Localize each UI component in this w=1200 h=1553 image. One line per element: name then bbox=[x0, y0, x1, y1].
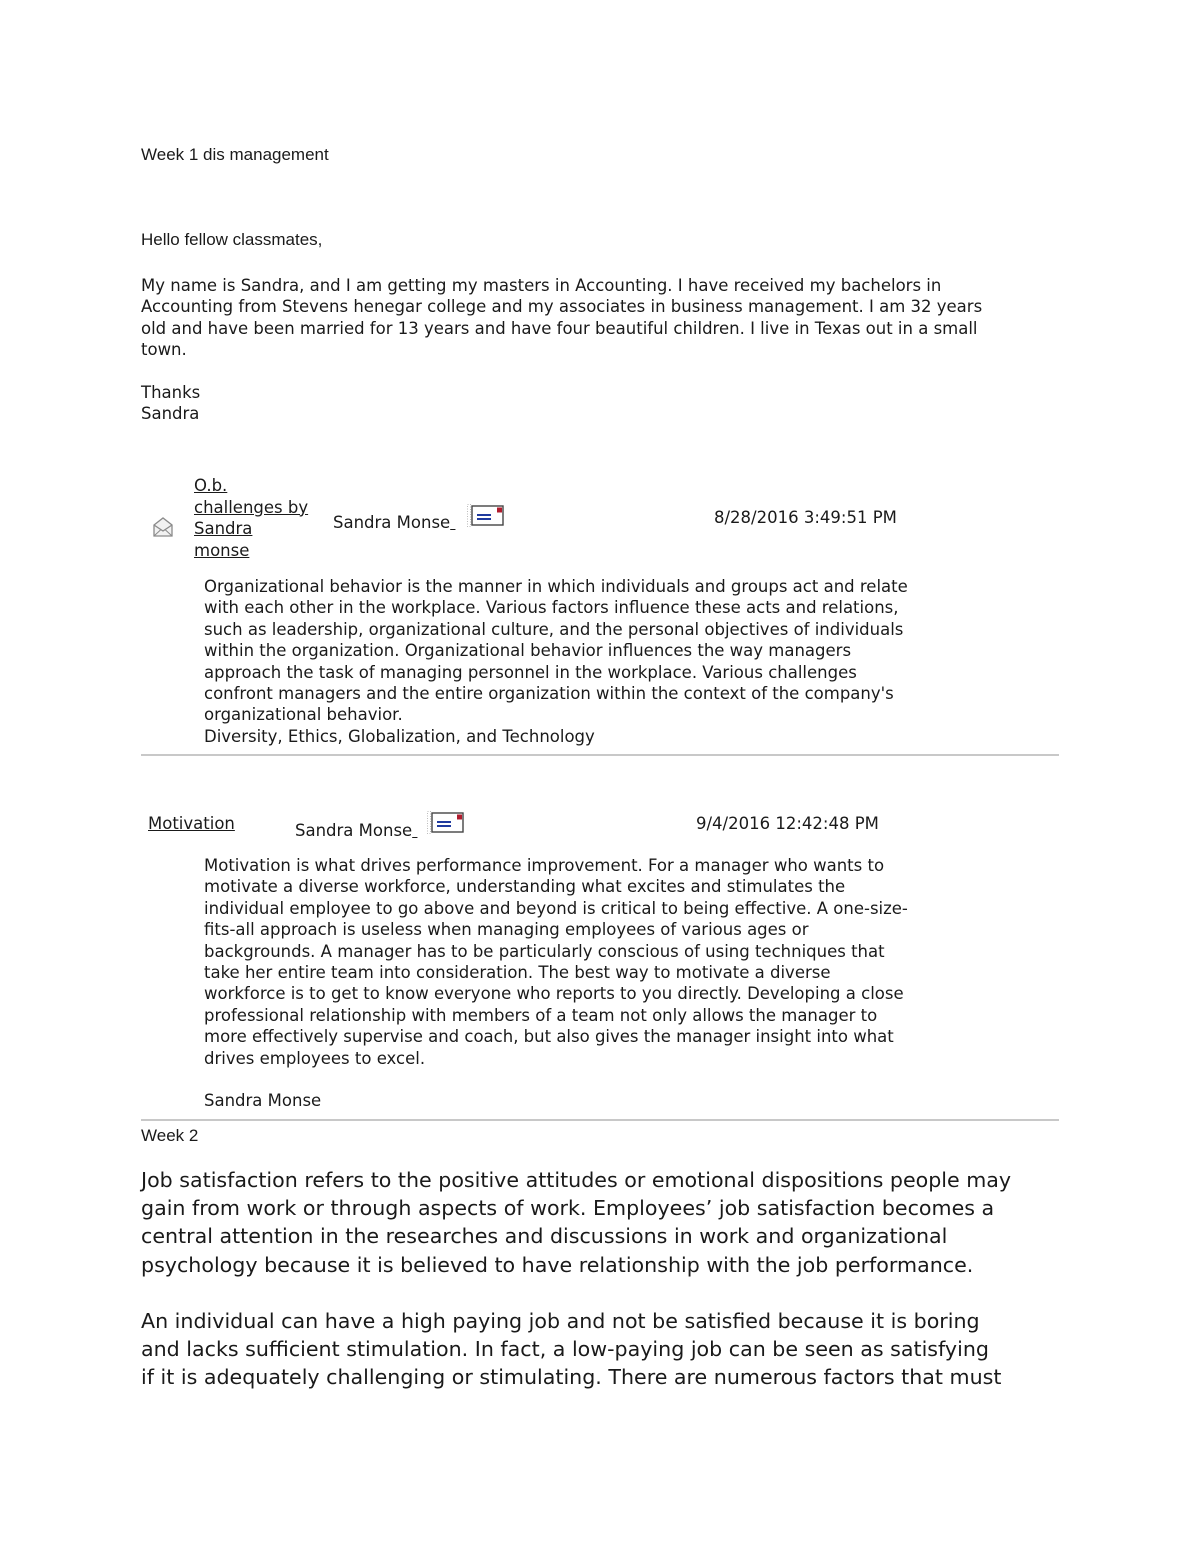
intro-paragraph bbox=[141, 275, 982, 361]
post-title-link[interactable] bbox=[194, 475, 308, 561]
post-author bbox=[333, 512, 455, 533]
week2-paragraph bbox=[141, 1307, 1001, 1392]
post-body-line: backgrounds. A manager has to be particularly conscious of using techniques that bbox=[204, 941, 885, 961]
paragraph-line: central attention in the researches and discussions in work and organizational bbox=[141, 1224, 948, 1249]
author-name: Sandra Monse bbox=[333, 513, 451, 532]
paragraph-line: gain from work or through aspects of work. Employees’ job satisfaction becomes a bbox=[141, 1196, 995, 1221]
post-body-line: workforce is to get to know everyone who reports to you directly. Developing a close bbox=[204, 984, 904, 1004]
post-body-line: professional relationship with members of a team not only allows the manager to bbox=[204, 1005, 878, 1025]
divider bbox=[141, 1119, 1059, 1121]
post-body-line: more effectively supervise and coach, but also gives the manager insight into what bbox=[204, 1027, 894, 1047]
post-title-line[interactable]: monse bbox=[194, 540, 250, 560]
post-body bbox=[204, 576, 908, 747]
paragraph-line: if it is adequately challenging or stimulating. There are numerous factors that must bbox=[141, 1365, 1002, 1390]
post-body-line: approach the task of managing personnel in the workplace. Various challenges bbox=[204, 662, 857, 682]
divider bbox=[141, 754, 1059, 756]
closing: Thanks bbox=[141, 383, 201, 402]
intro-line: town. bbox=[141, 340, 187, 360]
post-body-line: fits-all approach is useless when managing employees of various ages or bbox=[204, 920, 809, 940]
post-body-line: Organizational behavior is the manner in which individuals and groups act and relate bbox=[204, 577, 908, 596]
post-title-line[interactable]: O.b. bbox=[194, 476, 228, 495]
paragraph-line: and lacks sufficient stimulation. In fact, a low-paying job can be seen as satisfying bbox=[141, 1337, 989, 1362]
post-body-line: drives employees to excel. bbox=[204, 1048, 426, 1068]
post-body-line: confront managers and the entire organization within the context of the company's bbox=[204, 684, 894, 704]
post-date: 9/4/2016 12:42:48 PM bbox=[696, 814, 879, 833]
post-body-line: individual employee to go above and beyond is critical to being effective. A one-size- bbox=[204, 898, 908, 918]
post-body-line: with each other in the workplace. Various factors influence these acts and relations, bbox=[204, 598, 899, 618]
email-author-icon[interactable] bbox=[427, 811, 465, 839]
post-title-line[interactable]: Sandra bbox=[194, 519, 253, 539]
author-name: Sandra Monse bbox=[295, 821, 413, 840]
paragraph-line: An individual can have a high paying job and not be satisfied because it is boring bbox=[141, 1309, 980, 1333]
post-body-line: Motivation is what drives performance improvement. For a manager who wants to bbox=[204, 856, 885, 875]
post-date: 8/28/2016 3:49:51 PM bbox=[714, 508, 897, 527]
post-body-line: organizational behavior. bbox=[204, 705, 403, 725]
post-body-line: take her entire team into consideration. The best way to motivate a diverse bbox=[204, 963, 831, 983]
post-body-line: within the organization. Organizational behavior influences the way managers bbox=[204, 641, 852, 661]
post-body bbox=[204, 855, 908, 1112]
post-title-line[interactable]: challenges by bbox=[194, 497, 309, 517]
paragraph-line: psychology because it is believed to have relationship with the job performance. bbox=[141, 1252, 974, 1277]
section-heading: Week 2 bbox=[141, 1126, 199, 1145]
intro-line: Accounting from Stevens henegar college and my associates in business management. I am 32 years bbox=[141, 297, 983, 317]
email-author-icon[interactable] bbox=[467, 504, 505, 532]
post-signature: Sandra Monse bbox=[204, 1091, 322, 1111]
intro-closing-block bbox=[141, 382, 200, 425]
paragraph-line: Job satisfaction refers to the positive attitudes or emotional dispositions people may bbox=[141, 1168, 1012, 1192]
intro-line: old and have been married for 13 years and have four beautiful children. I live in Texas out in a small bbox=[141, 318, 978, 338]
envelope-open-icon[interactable] bbox=[152, 516, 174, 542]
post-body-line: motivate a diverse workforce, understanding what excites and stimulates the bbox=[204, 877, 846, 897]
signature: Sandra bbox=[141, 404, 200, 424]
week2-paragraph bbox=[141, 1166, 1011, 1279]
document-title: Week 1 dis management bbox=[141, 145, 329, 164]
post-body-line: such as leadership, organizational culture, and the personal objectives of individuals bbox=[204, 619, 904, 639]
post-body-line: Diversity, Ethics, Globalization, and Technology bbox=[204, 726, 595, 746]
post-title-link[interactable]: Motivation bbox=[148, 814, 235, 833]
greeting: Hello fellow classmates, bbox=[141, 230, 323, 249]
intro-line: My name is Sandra, and I am getting my masters in Accounting. I have received my bachelors in bbox=[141, 276, 942, 295]
post-author bbox=[295, 820, 417, 841]
